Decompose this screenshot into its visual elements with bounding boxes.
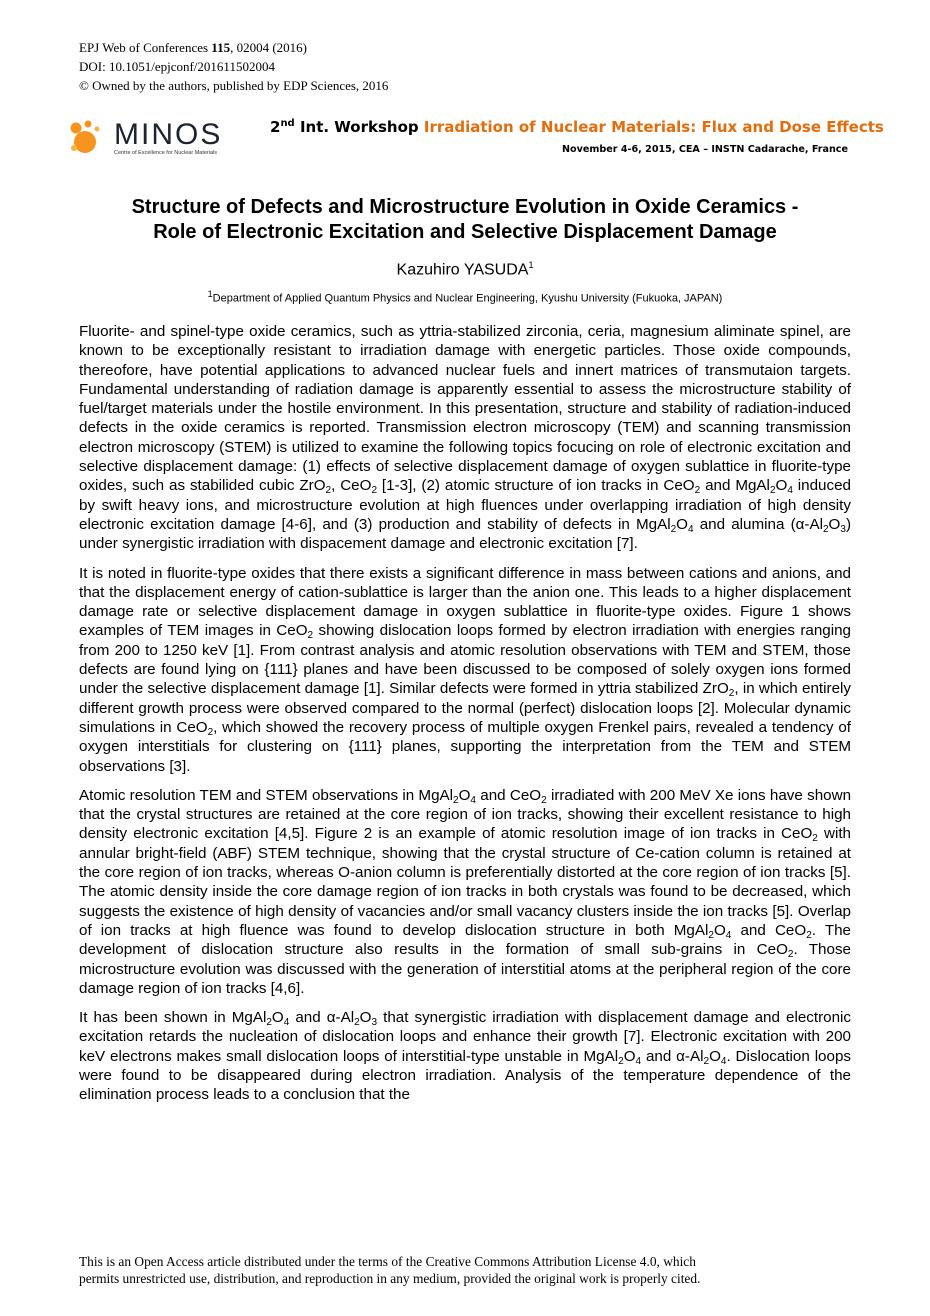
paper-title	[60, 195, 870, 245]
journal-volume: 115	[211, 40, 231, 55]
logo-dots-icon	[68, 118, 114, 158]
workshop-ordinal-suffix: nd	[280, 118, 295, 129]
journal-citation	[79, 38, 388, 57]
journal-article-number: , 02004 (2016)	[230, 40, 308, 55]
journal-name: EPJ Web of Conferences	[79, 40, 212, 55]
affiliation-mark: 1	[207, 289, 213, 299]
workshop-title	[270, 118, 884, 136]
author-name: Kazuhiro YASUDA	[396, 261, 529, 279]
license-line-2: permits unrestricted use, distribution, and reproduction in any medium, provided the original work is properly cited.	[79, 1271, 701, 1286]
body-paragraph: Atomic resolution TEM and STEM observations in $MgAl_2O_4$ and CeO$_2$ irradiated with 200 MeV Xe ions have shown that the crystal structures are retained at the core region of ion tracks, showing their excellent resistance to high density electronic excitation [4,5]. Figure 2 is an example of atomic resolution image of ion tracks in CeO$_2$ with annular bright-field (ABF) STEM technique, showing that the crystal structure of Ce-cation column is retained at the core region of ion tracks, whereas O-anion column is preferentially distorted at the core region of ion tracks [5]. The atomic density inside the core damage region of ion tracks in both crystals was found to be decreased, which suggests the existence of high density of vacancies and/or small vacancy clusters inside the ion tracks [5]. Overlap of ion tracks at high fluence was found to develop dislocation structure in both $MgAl_2O_4$ and CeO$_2$. The development of dislocation structure also results in the formation of small sub-grains in CeO$_2$. Those microstructure evolution was discussed with the generation of interstitial atoms at the peripheral region of the core damage region of ion tracks [4,6].	[79, 786, 852, 997]
license-footer	[79, 1253, 859, 1287]
publication-meta	[79, 38, 388, 95]
body-paragraph: Fluorite- and spinel-type oxide ceramics, such as yttria-stabilized zirconia, ceria, magnesium aliminate spinel, are known to be exceptionally resistant to irradiation damage with energetic particles. Those oxide compounds, thereofore, have potential applications to advanced nuclear fuels and innert matrices of transmutaion targets. Fundamental understanding of radiation damage is apparently essential to assess the microstructure stability of fuel/target materials under the hostile environment. In this presentation, structure and stability of radiation-induced defects in the oxide ceramics is reported. Transmission electron microscopy (TEM) and scanning transmission electron microscopy (STEM) is utilized to examine the following topics focucing on role of electronic excitation and selective displacement damage: (1) effects of selective displacement damage of oxygen sublattice in fluorite-type oxides, such as stabilided cubic ZrO$_2$, CeO$_2$ [1-3], (2) atomic structure of ion tracks in CeO$_2$ and $MgAl_2O_4$ induced by swift heavy ions, and microstructure evolution at high fluences under overlapping irradiation of high density electronic excitation damage [4-6], and (3) production and stability of defects in $MgAl_2O_4$ and alumina $(\alpha-Al_2O_3)$ under synergistic irradiation with dispacement damage and electronic excitation [7].	[79, 323, 851, 553]
affiliation-text: Department of Applied Quantum Physics and Nuclear Engineering, Kyushu University (Fukuoka, JAPAN)	[212, 292, 723, 305]
minos-logo	[68, 116, 258, 160]
body-paragraph: It has been shown in $MgAl_2O_4$ and $\alpha-Al_2O_3$ that synergistic irradiation with displacement damage and electronic excitation retards the nucleation of dislocation loops and enhance their growth [7]. Electronic excitation with 200 keV electrons makes small dislocation loops of interstitial-type unstable in $MgAl_2O_4$ and $\alpha-Al_2O_4$. Dislocation loops were found to be disappeared during electron irradiation. Analysis of the temperature dependence of the elimination process leads to a conclusion that the	[79, 1009, 851, 1104]
logo-wordmark: MINOS	[114, 118, 223, 151]
doi-line: DOI: 10.1051/epjconf/201611502004	[79, 59, 275, 74]
paper-title-line-1: Structure of Defects and Microstructure Evolution in Oxide Ceramics -	[131, 196, 799, 218]
logo-tagline: Centre of Excellence for Nuclear Materials	[114, 150, 218, 156]
author-affiliation-mark: 1	[528, 260, 534, 270]
license-line-1: This is an Open Access article distributed under the terms of the Creative Commons Attribution License 4.0, which	[79, 1254, 696, 1269]
abstract-body	[79, 322, 851, 1115]
author-line	[0, 260, 930, 279]
paper-title-line-2: Role of Electronic Excitation and Selective Displacement Damage	[153, 221, 777, 243]
workshop-label: Int. Workshop	[294, 118, 424, 136]
workshop-ordinal: 2	[270, 118, 281, 136]
body-paragraph: It is noted in fluorite-type oxides that there exists a significant difference in mass between cations and anions, and that the displacement energy of cation-sublattice is larger than the anion one. This leads to a higher displacement damage rate or selective displacement damage in oxygen sublattice in fluorite-type oxides. Figure 1 shows examples of TEM images in CeO$_2$ showing dislocation loops formed by electron irradiation with energies ranging from 200 to 1250 keV [1]. From contrast analysis and atomic resolution observations with TEM and STEM, those defects are found lying on {111} planes and have been discussed to be composed of solely oxygen ions formed under the selective displacement damage [1]. Similar defects were formed in yttria stabilized ZrO$_2$, in which entirely different growth process were observed compared to the normal (perfect) dislocation loops [2]. Molecular dynamic simulations in CeO$_2$, which showed the recovery process of multiple oxygen Frenkel pairs, revealed a tendency of oxygen interstitials for clustering on {111} planes, supporting the interpretation from the TEM and STEM observations [3].	[79, 564, 851, 775]
workshop-banner	[68, 116, 884, 160]
workshop-date-venue: November 4-6, 2015, CEA – INSTN Cadarache, France	[562, 144, 848, 155]
affiliation-line	[0, 289, 930, 305]
workshop-theme: Irradiation of Nuclear Materials: Flux and Dose Effects	[423, 118, 884, 136]
copyright-line: © Owned by the authors, published by EDP Sciences, 2016	[79, 78, 389, 93]
